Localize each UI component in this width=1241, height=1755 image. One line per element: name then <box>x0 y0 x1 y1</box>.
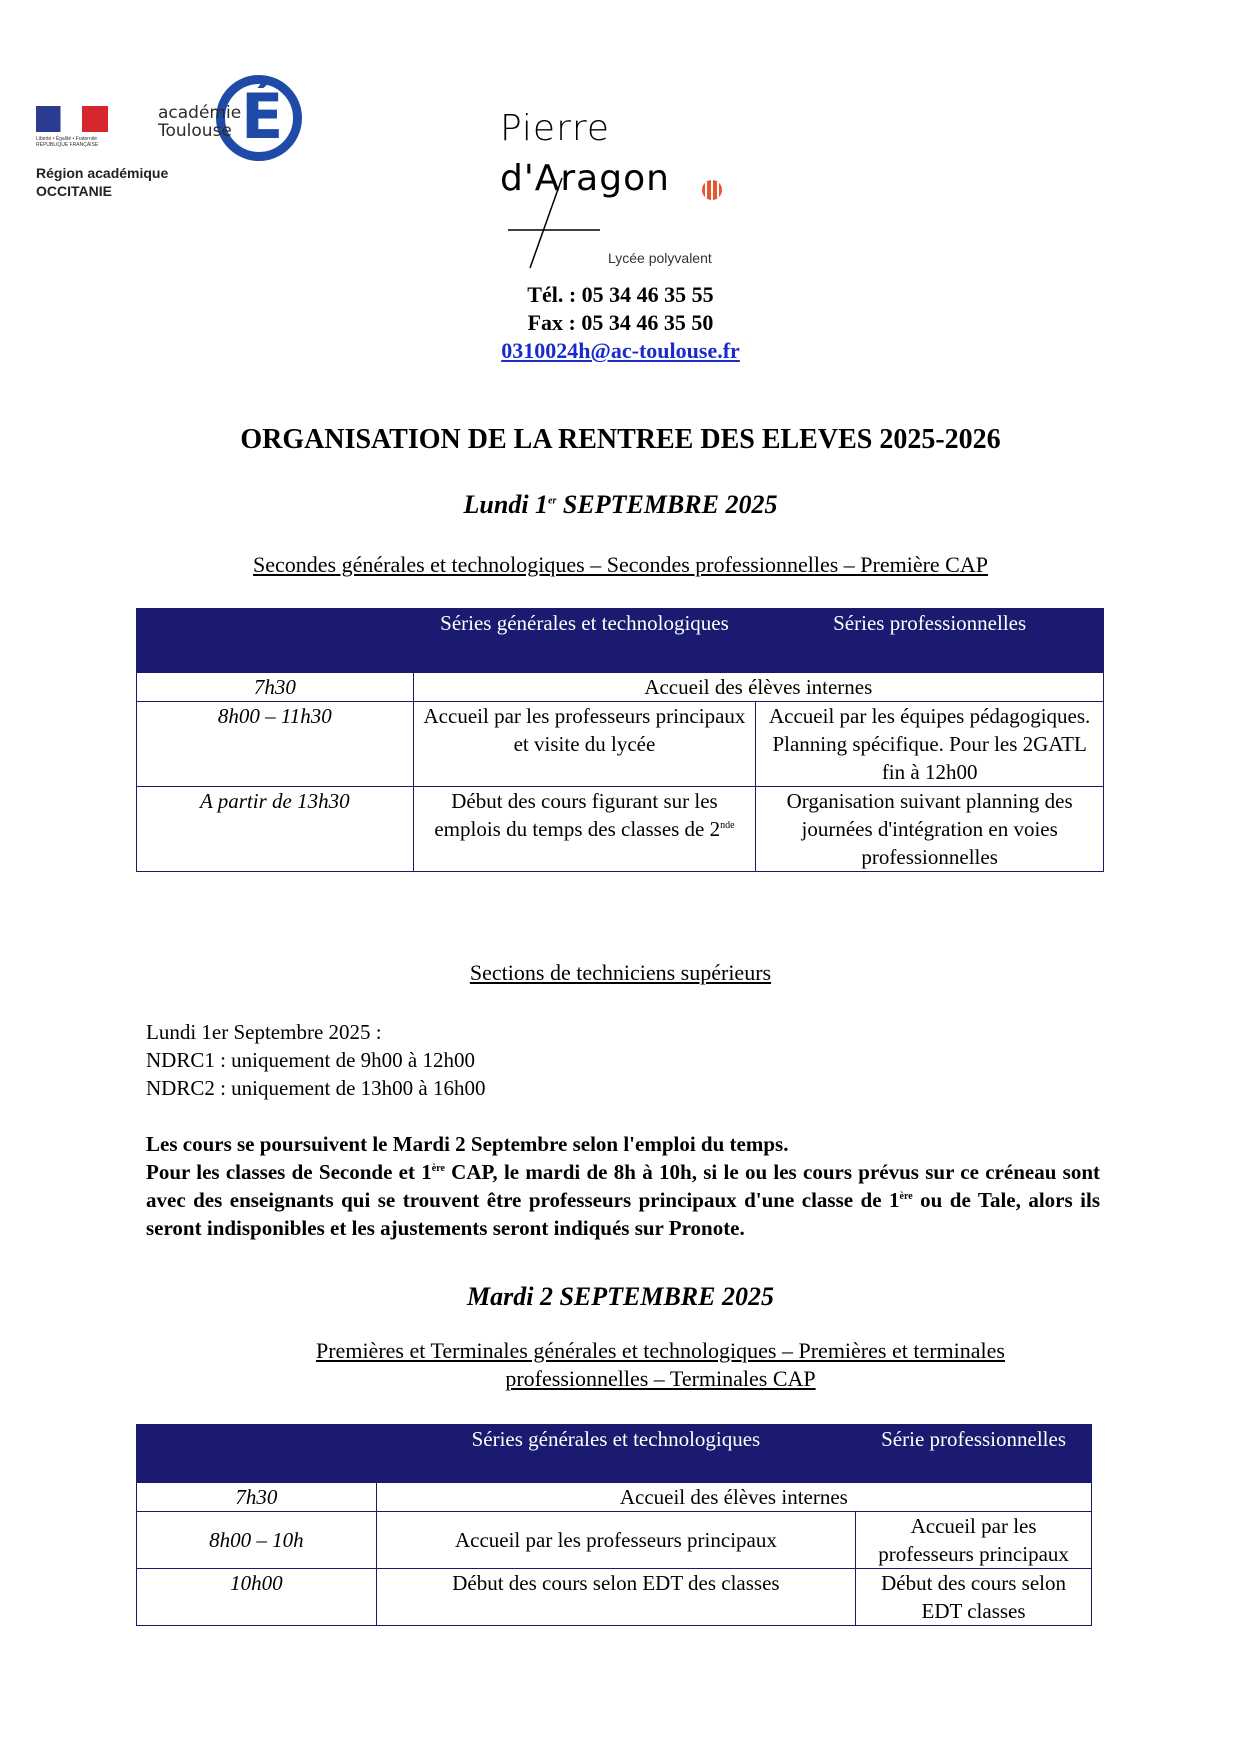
row-general-sup: nde <box>720 820 735 831</box>
row-time: 10h00 <box>137 1569 377 1626</box>
email-link[interactable]: 0310024h@ac-toulouse.fr <box>501 338 740 363</box>
row-text: Accueil des élèves internes <box>376 1483 1091 1512</box>
row-pro: Organisation suivant planning des journées d'intégration en voies professionnelles <box>756 787 1104 872</box>
table-row <box>137 787 1104 872</box>
french-flag-icon <box>36 106 108 132</box>
fax-line: Fax : 05 34 46 35 50 <box>527 310 714 335</box>
notice-line2 <box>146 1158 1100 1242</box>
table-header-empty <box>137 609 414 673</box>
bts-text <box>146 1018 485 1102</box>
row-general: Début des cours selon EDT des classes <box>376 1569 855 1626</box>
table-header-pro: Série professionnelles <box>856 1425 1092 1483</box>
bts-heading: Sections de techniciens supérieurs <box>469 960 772 985</box>
day2-subtitle-line2: professionnelles – Terminales CAP <box>505 1366 816 1391</box>
academy-logo <box>36 60 284 210</box>
day2-date: Mardi 2 SEPTEMBRE 2025 <box>466 1282 774 1311</box>
notice-sup1: ère <box>431 1163 445 1174</box>
academy-letter: É <box>241 80 284 153</box>
tel-line: Tél. : 05 34 46 35 55 <box>527 282 714 307</box>
table-row <box>137 702 1104 787</box>
school-name-line2: d'Aragon <box>500 158 670 199</box>
bts-line3: NDRC2 : uniquement de 13h00 à 16h00 <box>146 1076 486 1100</box>
day1-table <box>136 608 1104 872</box>
notice-text-c: ou de Tale, alors ils seront indisponibles et les ajustements seront indiqués sur Pronote. <box>146 1188 1100 1240</box>
notice-paragraph <box>146 1130 1100 1242</box>
day1-date-sup: er <box>548 495 557 507</box>
notice-text-a: Pour les classes de Seconde et 1 <box>146 1160 432 1184</box>
table-header-pro: Séries professionnelles <box>756 609 1104 673</box>
notice-line1: Les cours se poursuivent le Mardi 2 Septembre selon l'emploi du temps. <box>146 1132 789 1156</box>
region-line1: Région académique <box>36 165 169 181</box>
notice-text-b: CAP, le mardi de 8h à 10h, si le ou les cours prévus sur ce créneau sont avec des enseignants qui se trouvent être professeurs principaux d'une classe de 1 <box>146 1160 1100 1212</box>
table-header-row <box>137 1425 1092 1483</box>
row-time: 7h30 <box>137 1483 377 1512</box>
row-general: Accueil par les professeurs principaux et visite du lycée <box>413 702 756 787</box>
day2-table <box>136 1424 1092 1626</box>
day1-date <box>0 490 1241 520</box>
row-time: 7h30 <box>137 673 414 702</box>
email-line <box>0 338 1241 364</box>
table-row <box>137 1483 1092 1512</box>
row-pro: Accueil par les professeurs principaux <box>856 1512 1092 1569</box>
day1-subtitle: Secondes générales et technologiques – Secondes professionnelles – Première CAP <box>253 552 988 577</box>
row-pro: Début des cours selon EDT classes <box>856 1569 1092 1626</box>
flag-caption: Liberté • Égalité • Fraternité RÉPUBLIQUE FRANÇAISE <box>36 136 99 148</box>
table-header-row <box>137 609 1104 673</box>
day1-date-a: Lundi 1 <box>463 490 549 519</box>
region-label <box>36 164 168 200</box>
table-header-general: Séries générales et technologiques <box>413 609 756 673</box>
table-row <box>137 673 1104 702</box>
table-header-empty <box>137 1425 377 1483</box>
day1-date-b: SEPTEMBRE 2025 <box>556 490 778 519</box>
row-time: 8h00 – 10h <box>137 1512 377 1569</box>
row-general <box>413 787 756 872</box>
day2-subtitle-line1: Premières et Terminales générales et technologiques – Premières et terminales <box>316 1338 1005 1363</box>
row-general-text: Début des cours figurant sur les emplois du temps des classes de 2 <box>434 789 721 841</box>
table-row <box>137 1512 1092 1569</box>
academy-name: académie Toulouse <box>158 103 242 141</box>
bts-line1: Lundi 1er Septembre 2025 : <box>146 1020 382 1044</box>
bts-line2: NDRC1 : uniquement de 9h00 à 12h00 <box>146 1048 475 1072</box>
notice-sup2: ère <box>899 1191 913 1202</box>
row-pro: Accueil par les équipes pédagogiques. Planning spécifique. Pour les 2GATL fin à 12h00 <box>756 702 1104 787</box>
table-header-general: Séries générales et technologiques <box>376 1425 855 1483</box>
school-subtitle: Lycée polyvalent <box>608 250 712 266</box>
school-name-line1: Pierre <box>500 108 611 149</box>
row-general: Accueil par les professeurs principaux <box>376 1512 855 1569</box>
page-title: ORGANISATION DE LA RENTREE DES ELEVES 2025-2026 <box>240 424 1001 455</box>
table-row <box>137 1569 1092 1626</box>
region-line2: OCCITANIE <box>36 183 112 199</box>
school-logo <box>500 108 760 278</box>
row-text: Accueil des élèves internes <box>413 673 1103 702</box>
row-time: A partir de 13h30 <box>137 787 414 872</box>
row-time: 8h00 – 11h30 <box>137 702 414 787</box>
